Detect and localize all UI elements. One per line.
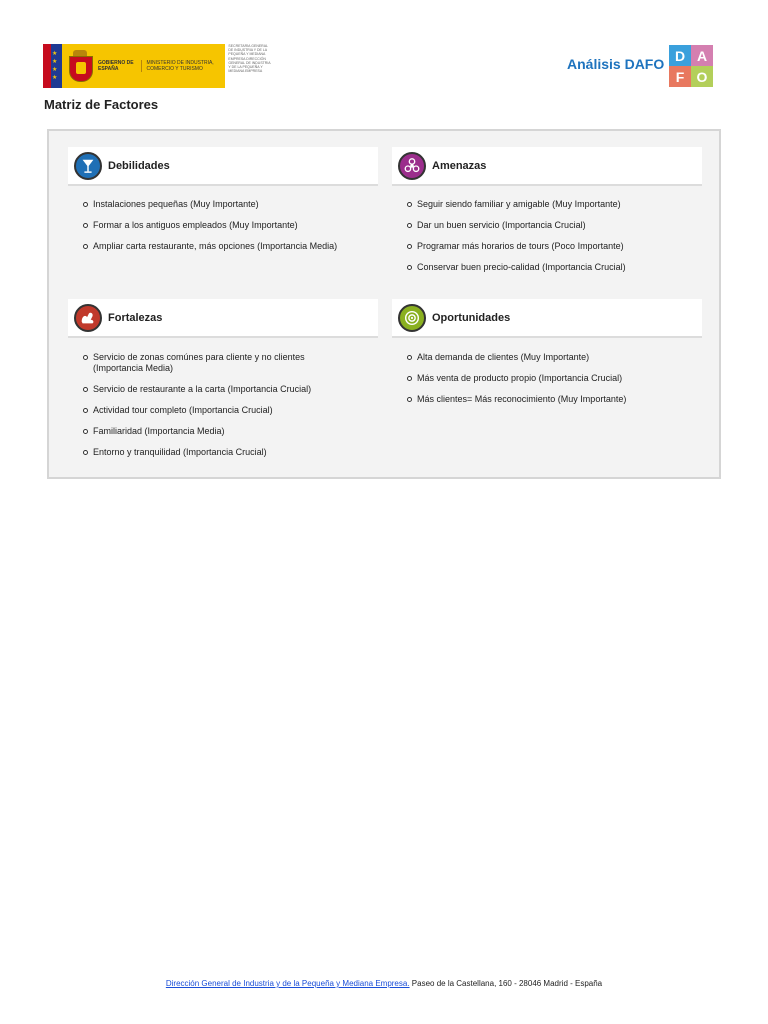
footer-link[interactable]: Dirección General de Industria y de la Pequeña y Mediana Empresa. (165, 979, 410, 988)
list-item: Formar a los antiguos empleados (Muy Importante) (83, 220, 383, 231)
quadrant-oportunidades-header (392, 299, 702, 338)
footer-address: Paseo de la Castellana, 160 - 28046 Madrid - España (409, 979, 603, 988)
quadrant-fortalezas-label: Fortalezas (108, 311, 163, 324)
flexed-arm-icon (74, 304, 102, 332)
ministry-label: MINISTERIO DE INDUSTRIA, COMERCIO Y TURISMO (141, 60, 225, 72)
quadrant-fortalezas-list (83, 352, 353, 468)
dafo-letter-a: A (691, 45, 713, 66)
dafo-logo (669, 45, 713, 87)
target-icon (398, 304, 426, 332)
list-item: Conservar buen precio-calidad (Importancia Crucial) (407, 262, 707, 273)
quadrant-oportunidades-label: Oportunidades (432, 311, 511, 324)
quadrant-amenazas-label: Amenazas (432, 159, 487, 172)
list-item: Instalaciones pequeñas (Muy Importante) (83, 199, 383, 210)
dafo-letter-d: D (669, 45, 691, 66)
list-item: Más clientes= Más reconocimiento (Muy Importante) (407, 394, 707, 405)
quadrant-oportunidades-list (407, 352, 707, 415)
list-item: Servicio de restaurante a la carta (Importancia Crucial) (83, 384, 353, 395)
list-item: Más venta de producto propio (Importancia Crucial) (407, 373, 707, 384)
report-title: Análisis DAFO (567, 56, 665, 72)
secretariat-label: SECRETARÍA GENERAL DE INDUSTRIA Y DE LA PEQUEÑA Y MEDIANA EMPRESA DIRECCIÓN GENERAL DE INDUSTRIA Y DE LA PEQUEÑA Y MEDIANA EMPRESA (225, 44, 271, 88)
wine-glass-icon (74, 152, 102, 180)
gov-label: GOBIERNO DE ESPAÑA (98, 60, 134, 72)
quadrant-fortalezas-header (68, 299, 378, 338)
list-item: Ampliar carta restaurante, más opciones (Importancia Media) (83, 241, 383, 252)
list-item: Familiaridad (Importancia Media) (83, 426, 353, 437)
quadrant-debilidades-label: Debilidades (108, 159, 170, 172)
footer (0, 979, 768, 988)
list-item: Entorno y tranquilidad (Importancia Crucial) (83, 447, 353, 458)
coat-of-arms-icon (66, 50, 94, 82)
dafo-letter-f: F (669, 66, 691, 87)
eu-spain-flag-icon: ★ ★ ★ ★ (43, 44, 62, 88)
page-title: Matriz de Factores (44, 97, 159, 112)
list-item: Alta demanda de clientes (Muy Importante) (407, 352, 707, 363)
biohazard-icon (398, 152, 426, 180)
quadrant-amenazas-list (407, 199, 707, 283)
list-item: Programar más horarios de tours (Poco Importante) (407, 241, 707, 252)
dafo-letter-o: O (691, 66, 713, 87)
quadrant-amenazas-header (392, 147, 702, 186)
list-item: Actividad tour completo (Importancia Crucial) (83, 405, 353, 416)
government-logo (43, 44, 271, 88)
list-item: Servicio de zonas comúnes para cliente y no clientes (Importancia Media) (83, 352, 353, 374)
factor-matrix (47, 129, 721, 479)
quadrant-debilidades-header (68, 147, 378, 186)
quadrant-debilidades-list (83, 199, 383, 262)
list-item: Seguir siendo familiar y amigable (Muy Importante) (407, 199, 707, 210)
list-item: Dar un buen servicio (Importancia Crucial) (407, 220, 707, 231)
